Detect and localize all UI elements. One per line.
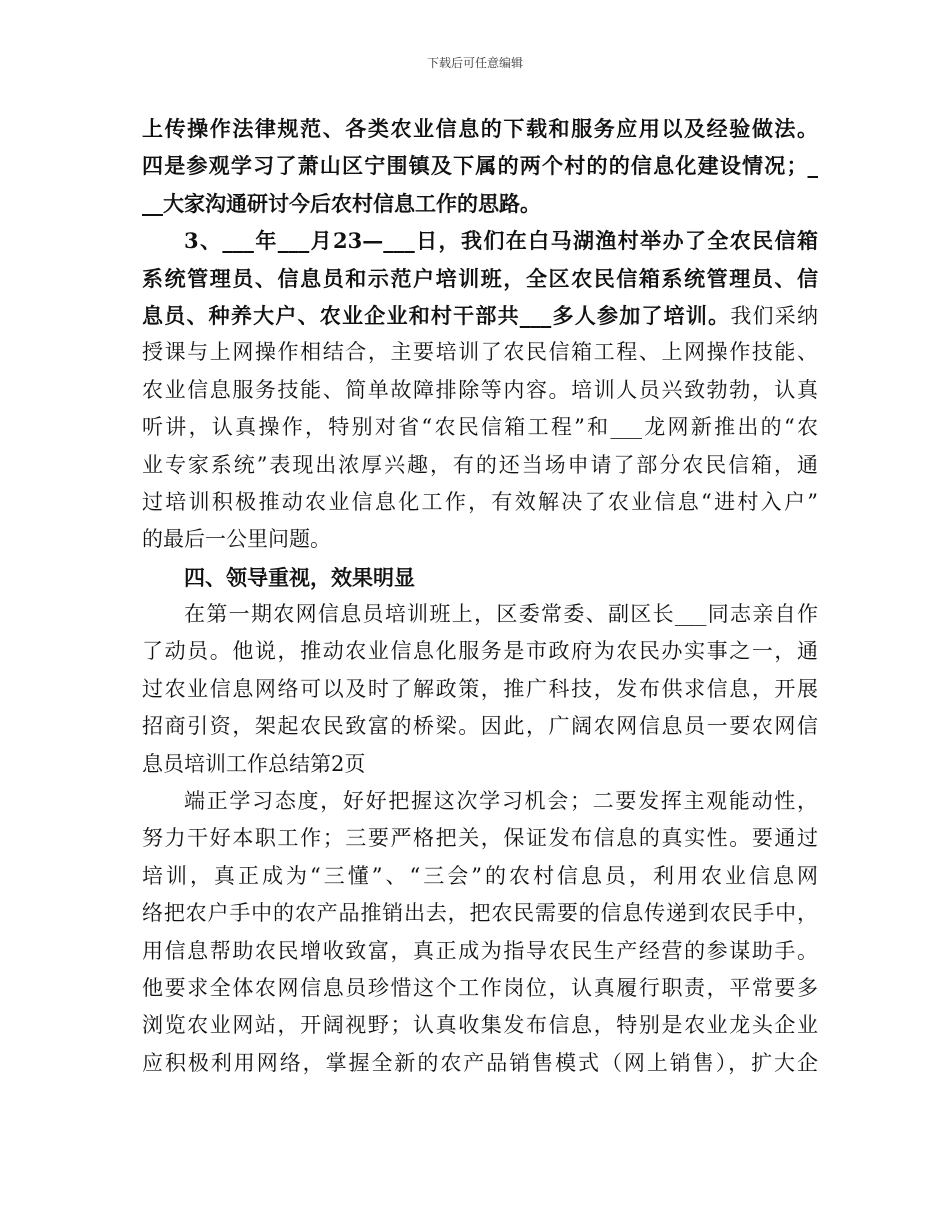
text-line: 听讲，认真操作，特别对省“农民信箱工程”和___龙网新推出的“农 (142, 415, 818, 440)
text-line: 浏览农业网站，开阔视野；认真收集发布信息，特别是农业龙头企业 (142, 1013, 818, 1038)
text-line: 过农业信息网络可以及时了解政策，推广科技，发布供求信息，开展 (142, 676, 818, 701)
text-line: __大家沟通研讨今后农村信息工作的思路。 (142, 190, 541, 216)
text-line: 了动员。他说，推动农业信息化服务是市政府为农民办实事之一，通 (142, 639, 818, 664)
document-body (142, 110, 818, 1082)
text-line: 他要求全体农网信息员珍惜这个工作岗位，认真履行职责，平常要多 (142, 975, 818, 1000)
text-line: 络把农户手中的农产品推销出去，把农民需要的信息传递到农民手中， (142, 901, 818, 926)
text-line: 3、___年___月23—___日，我们在白马湖渔村举办了全农民信箱 (184, 228, 818, 254)
text-line: 招商引资，架起农民致富的桥梁。因此，广阔农网信息员一要农网信 (142, 714, 818, 739)
text-line: 过培训积极推动农业信息化工作，有效解决了农业信息“进村入户” (142, 489, 818, 514)
text-line: 努力干好本职工作；三要严格把关，保证发布信息的真实性。要通过 (142, 826, 818, 851)
text-segment-bold: 息员、种养大户、农业企业和村干部共___多人参加了培训。 (142, 302, 731, 328)
text-line: 在第一期农网信息员培训班上，区委常委、副区长___同志亲自作 (184, 602, 818, 627)
text-segment: 我们采纳 (730, 303, 819, 328)
text-line: 息员培训工作总结第2页 (142, 751, 366, 776)
text-line: 授课与上网操作相结合，主要培训了农民信箱工程、上网操作技能、 (142, 340, 818, 365)
text-line: 上传操作法律规范、各类农业信息的下载和服务应用以及经验做法。 (142, 116, 818, 141)
text-line: 四是参观学习了萧山区宁围镇及下属的两个村的的信息化建设情况；_ (142, 153, 818, 179)
text-line: 系统管理员、信息员和示范户培训班，全区农民信箱系统管理员、信 (142, 265, 818, 291)
section-heading: 四、领导重视，效果明显 (184, 564, 415, 590)
text-line-mixed (142, 297, 818, 334)
text-line: 业专家系统”表现出浓厚兴趣，有的还当场申请了部分农民信箱，通 (142, 452, 818, 477)
text-line: 培训，真正成为“三懂”、“三会”的农村信息员，利用农业信息网 (142, 863, 818, 888)
text-line: 端正学习态度，好好把握这次学习机会；二要发挥主观能动性， (184, 789, 818, 814)
text-line: 农业信息服务技能、简单故障排除等内容。培训人员兴致勃勃，认真 (142, 377, 818, 402)
text-line: 用信息帮助农民增收致富，真正成为指导农民生产经营的参谋助手。 (142, 938, 818, 963)
text-line: 的最后一公里问题。 (142, 527, 331, 552)
text-line: 应积极利用网络，掌握全新的农产品销售模式（网上销售），扩大企 (142, 1050, 818, 1075)
page-header: 下载后可任意编辑 (426, 56, 523, 70)
